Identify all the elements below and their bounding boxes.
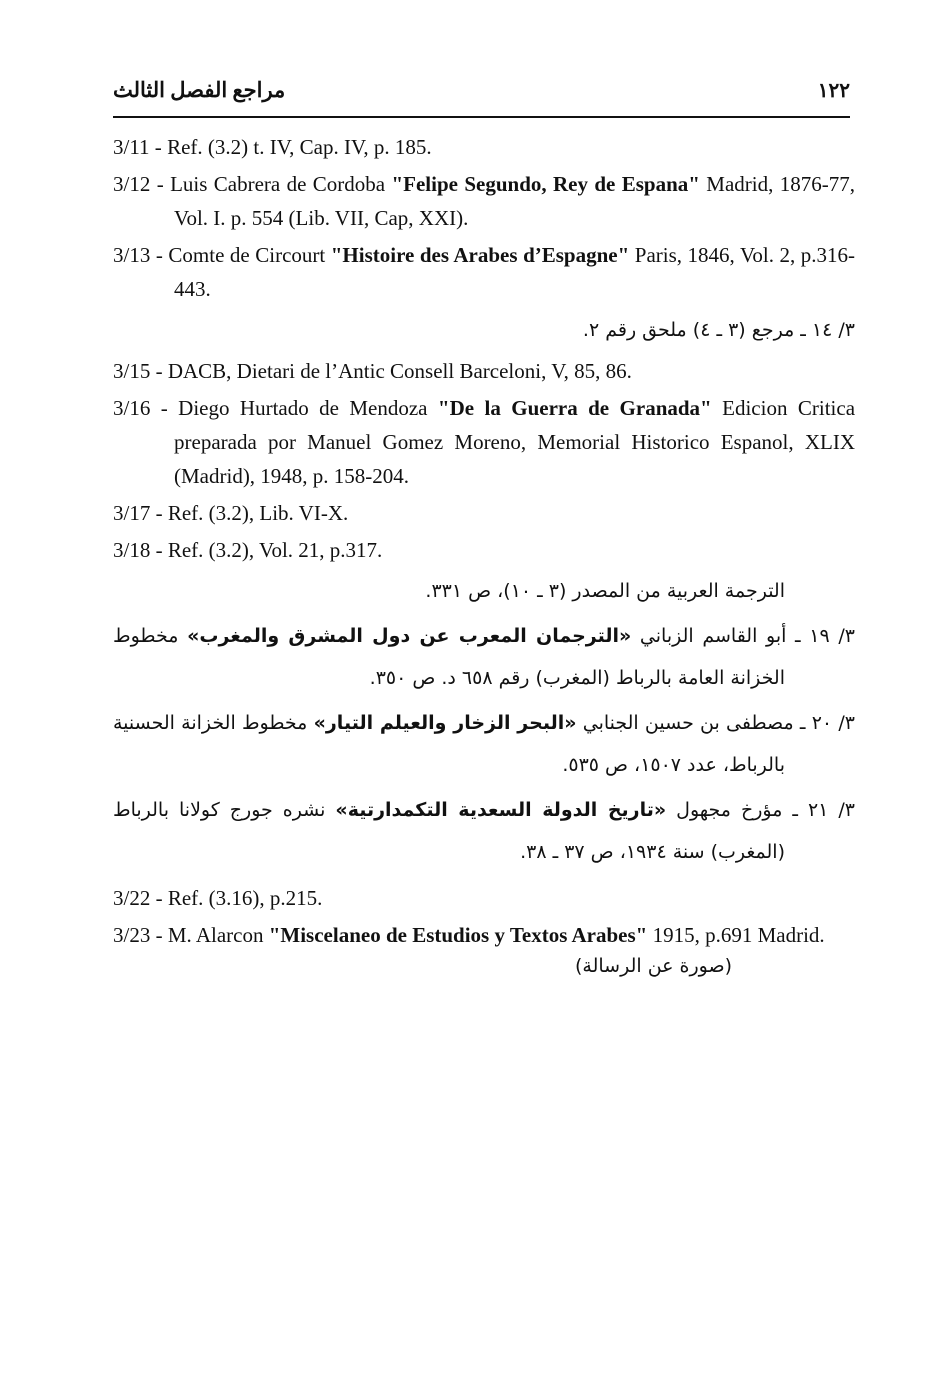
reference-3-23 [113, 918, 855, 952]
reference-author: ٣/ ١٩ ـ أبو القاسم الزباني [631, 625, 855, 647]
reference-3-15 [113, 354, 855, 388]
reference-details: مخطوط الخزانة العامة بالرباط (المغرب) رقم ٦٥٨ د. ص ٣٥٠. [113, 625, 785, 689]
reference-number: 3/16 - [113, 396, 168, 420]
references-list [113, 130, 855, 955]
reference-text: الترجمة العربية من المصدر (٣ ـ ١٠)، ص ٣٣١. [425, 580, 785, 602]
reference-3-17 [113, 496, 855, 530]
reference-details: Paris, 1846, Vol. 2, p.316-443. [174, 243, 856, 301]
reference-title: "Miscelaneo de Estudios y Textos Arabes" [268, 923, 648, 947]
reference-3-19 [113, 615, 855, 699]
reference-number: 3/23 - [113, 923, 163, 947]
reference-text: ٣/ ١٤ ـ مرجع (٣ ـ ٤) ملحق رقم ٢. [582, 319, 855, 341]
reference-3-11 [113, 130, 855, 164]
reference-text: Ref. (3.16), p.215. [167, 886, 323, 910]
reference-number: 3/13 - [113, 243, 163, 267]
reference-text: Ref. (3.2), Lib. VI-X. [167, 501, 349, 525]
reference-details: Madrid, 1876-77, Vol. I. p. 554 (Lib. VII, Cap, XXI). [174, 172, 855, 230]
reference-title: «البحر الزخار والعيلم التيار» [313, 712, 577, 734]
reference-number: 3/15 - [113, 359, 163, 383]
page-number: ١٢٢ [817, 80, 850, 102]
reference-number: 3/18 - [113, 538, 163, 562]
reference-author: Comte de Circourt [168, 243, 331, 267]
reference-3-18 [113, 533, 855, 567]
reference-title: "Histoire des Arabes d’Espagne" [330, 243, 630, 267]
reference-number: 3/22 - [113, 886, 163, 910]
reference-3-18-note [113, 570, 855, 612]
header-rule [113, 116, 850, 118]
reference-author: Diego Hurtado de Mendoza [178, 396, 438, 420]
reference-title: «الترجمان المعرب عن دول المشرق والمغرب» [187, 625, 632, 647]
chapter-title: مراجع الفصل الثالث [113, 78, 286, 102]
reference-3-20 [113, 702, 855, 786]
reference-3-12 [113, 167, 855, 235]
reference-title: "Felipe Segundo, Rey de Espana" [391, 172, 700, 196]
reference-title: «تاريخ الدولة السعدية التكمدارتية» [335, 799, 667, 821]
reference-3-14 [113, 309, 855, 351]
reference-author: Luis Cabrera de Cordoba [170, 172, 392, 196]
reference-details: Edicion Critica preparada por Manuel Gomez Moreno, Memorial Historico Espanol, XLIX (Madrid), 1948, p. 158-204. [174, 396, 856, 488]
reference-details: مخطوط الخزانة الحسنية بالرباط، عدد ١٥٠٧، ص ٥٣٥. [113, 712, 785, 776]
reference-author: ٣/ ٢١ ـ مؤرخ مجهول [666, 799, 856, 821]
reference-text: Ref. (3.2) t. IV, Cap. IV, p. 185. [167, 135, 432, 159]
reference-number: 3/17 - [113, 501, 163, 525]
reference-number: 3/12 - [113, 172, 164, 196]
page-header [113, 78, 850, 118]
reference-author: M. Alarcon [167, 923, 269, 947]
reference-text: DACB, Dietari de l’Antic Consell Barceloni, V, 85, 86. [167, 359, 632, 383]
source-note: (صورة عن الرسالة) [575, 955, 733, 977]
reference-details: 1915, p.691 Madrid. [647, 923, 825, 947]
reference-text: Ref. (3.2), Vol. 21, p.317. [167, 538, 383, 562]
reference-3-16 [113, 391, 855, 493]
reference-details: نشره جورج كولانا بالرباط (المغرب) سنة ١٩٣٤، ص ٣٧ ـ ٣٨. [113, 799, 785, 863]
reference-3-13 [113, 238, 855, 306]
reference-number: 3/11 - [113, 135, 162, 159]
reference-3-21 [113, 789, 855, 873]
reference-author: ٣/ ٢٠ ـ مصطفى بن حسين الجنابي [576, 712, 855, 734]
reference-title: "De la Guerra de Granada" [437, 396, 712, 420]
reference-3-22 [113, 881, 855, 915]
